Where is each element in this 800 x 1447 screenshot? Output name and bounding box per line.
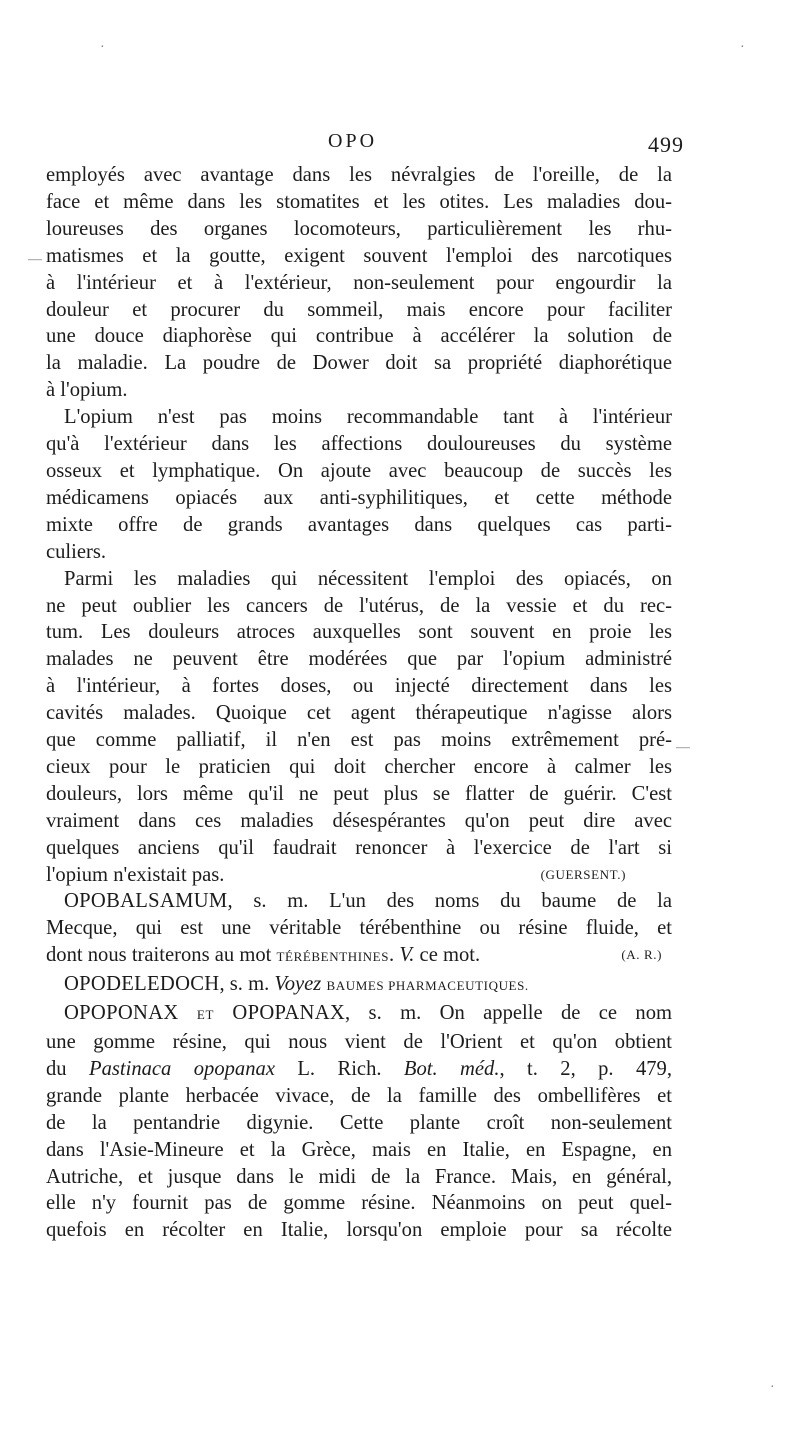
page-number: 499 <box>648 132 684 157</box>
text-line: douleur et procurer du sommeil, mais encore pour faciliter <box>46 298 672 321</box>
entry-text: , t. 2, p. 479, <box>499 1057 672 1080</box>
running-head-word: OPO <box>328 130 378 152</box>
entry-text: dont nous traiterons au mot <box>46 944 277 967</box>
entry-term: OPODELEDOCH <box>64 973 220 996</box>
text-line: la maladie. La poudre de Dower doit sa propriété diaphorétique <box>46 352 672 375</box>
text-line: vraiment dans ces maladies désespérantes qu'on peut dire avec <box>46 809 672 832</box>
entry-line: quefois en récolter en Italie, lorsqu'on emploie pour sa récolte <box>46 1219 672 1242</box>
entry-text: . <box>389 944 400 967</box>
author-signature: (GUERSENT.) <box>540 866 626 882</box>
voyez-abbrev: Voyez <box>274 973 322 996</box>
voyez-abbrev: V. <box>399 944 415 967</box>
text-line: loureuses des organes locomoteurs, particulièrement les rhu- <box>46 217 672 240</box>
text-line: cieux pour le praticien qui doit chercher encore à calmer les <box>46 755 672 778</box>
entry-opodeledoch <box>46 971 672 1000</box>
text-line: une douce diaphorèse qui contribue à accélérer la solution de <box>46 325 672 348</box>
paragraph-1 <box>46 162 672 404</box>
entry-line: dans l'Asie-Mineure et la Grèce, mais en Italie, en Espagne, en <box>46 1138 672 1161</box>
margin-mark: — <box>676 740 690 755</box>
paragraph-2 <box>46 404 672 565</box>
text-line: à l'intérieur, à fortes doses, ou injecté directement dans les <box>46 675 672 698</box>
scan-speck: · <box>100 40 105 55</box>
text-line: face et même dans les stomatites et les otites. Les maladies dou- <box>46 190 672 213</box>
entry-line: de la pentandrie digynie. Cette plante croît non-seulement <box>46 1111 672 1134</box>
text-line: malades ne peuvent être modérées que par l'opium administré <box>46 648 672 671</box>
entry-term: OPOPONAX <box>64 1002 179 1025</box>
running-head <box>46 128 684 158</box>
entry-opoponax <box>46 1000 672 1244</box>
entry-line: grande plante herbacée vivace, de la famille des ombellifères et <box>46 1084 672 1107</box>
entry-line: une gomme résine, qui nous vient de l'Orient et qu'on obtient <box>46 1031 672 1053</box>
text-line: mixte offre de grands avantages dans quelques cas parti- <box>46 513 672 536</box>
entry-line: Autriche, et jusque dans le midi de la France. Mais, en général, <box>46 1165 672 1188</box>
entry-line <box>46 971 672 1000</box>
entry-text: , s. m. <box>219 973 275 996</box>
text-line: matismes et la goutte, exigent souvent l'emploi des narcotiques <box>46 244 672 267</box>
text-line: culiers. <box>46 540 107 563</box>
text-line: employés avec avantage dans les névralgies de l'oreille, de la <box>46 164 672 186</box>
text-line: que comme palliatif, il n'en est pas moins extrêmement pré- <box>46 729 672 752</box>
entry-text: du <box>46 1057 89 1080</box>
entry-line <box>46 1056 672 1083</box>
text-line: cavités malades. Quoique cet agent thérapeutique n'agisse alors <box>46 702 672 725</box>
conjunction: ET <box>196 1007 215 1023</box>
entry-line <box>46 1000 672 1029</box>
text-line: ne peut oublier les cancers de l'utérus, de la vessie et du rec- <box>46 594 672 617</box>
paragraph-3 <box>46 566 672 889</box>
cross-reference: TÉRÉBENTHINES <box>276 949 390 965</box>
cross-reference: BAUMES PHARMACEUTIQUES. <box>326 978 529 994</box>
entry-opobalsamum <box>46 888 672 971</box>
text-line: médicamens opiacés aux anti-syphilitiques, et cette méthode <box>46 486 672 509</box>
author-signature: (A. R.) <box>621 947 662 963</box>
text-line <box>46 862 672 889</box>
text-line: qu'à l'extérieur dans les affections douloureuses du système <box>46 433 672 456</box>
text-line: Parmi les maladies qui nécessitent l'emploi des opiacés, on <box>64 567 672 590</box>
entry-line <box>46 888 672 915</box>
scan-speck: · <box>770 1380 775 1395</box>
entry-text: , s. m. L'un des noms du baume de la <box>227 890 672 913</box>
text-line: à l'intérieur et à l'extérieur, non-seulement pour engourdir la <box>46 271 672 294</box>
entry-text: L. Rich. <box>274 1057 404 1080</box>
entry-text: , s. m. On appelle de ce nom <box>345 1002 673 1025</box>
entry-term: OPOPANAX <box>232 1002 346 1025</box>
entry-text: ce mot. <box>414 944 481 967</box>
page-text <box>46 162 672 1244</box>
text-line-content: l'opium n'existait pas. <box>46 863 225 886</box>
text-line: quelques anciens qu'il faudrait renoncer à l'exercice de l'art si <box>46 836 672 859</box>
margin-mark: — <box>28 252 42 267</box>
species-name: Pastinaca opopanax <box>88 1057 275 1080</box>
text-line: à l'opium. <box>46 379 128 402</box>
scan-speck: · <box>740 40 745 55</box>
text-line: douleurs, lors même qu'il ne peut plus se flatter de guérir. C'est <box>46 782 672 805</box>
entry-term: OPOBALSAMUM <box>64 890 228 913</box>
source-title: Bot. méd. <box>403 1057 500 1080</box>
text-line: L'opium n'est pas moins recommandable tant à l'intérieur <box>64 406 672 429</box>
entry-line <box>46 942 672 971</box>
entry-line: elle n'y fournit pas de gomme résine. Néanmoins on peut quel- <box>46 1192 672 1215</box>
text-line: tum. Les douleurs atroces auxquelles sont souvent en proie les <box>46 621 672 644</box>
entry-line: Mecque, qui est une véritable térébenthine ou résine fluide, et <box>46 917 672 940</box>
text-line: osseux et lymphatique. On ajoute avec beaucoup de succès les <box>46 459 672 482</box>
